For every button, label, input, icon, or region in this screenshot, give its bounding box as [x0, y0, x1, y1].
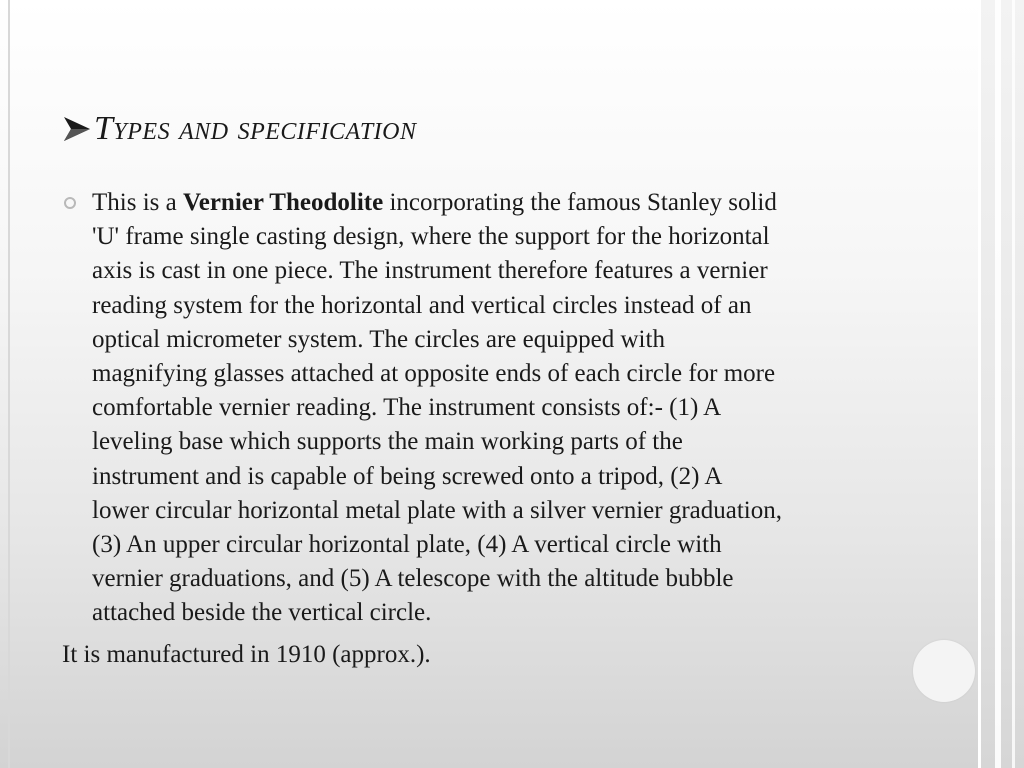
right-decor-band: [978, 0, 1024, 768]
paragraph-line: instrument and is capable of being screwed onto a tripod, (2) A: [92, 462, 723, 490]
slide-title: [62, 104, 417, 154]
slide-title-text: Types and specification: [94, 110, 417, 147]
paragraph-line: optical micrometer system. The circles are equipped with: [92, 325, 665, 353]
paragraph-line: magnifying glasses attached at opposite ends of each circle for more: [92, 360, 776, 388]
closing-line: It is manufactured in 1910 (approx.).: [62, 641, 431, 668]
description-paragraph: [92, 186, 892, 631]
paragraph-line: lower circular horizontal metal plate with a silver vernier graduation,: [92, 496, 783, 524]
paragraph-text: This is a: [92, 189, 183, 216]
instrument-name: Vernier Theodolite: [182, 189, 384, 216]
paragraph-line: reading system for the horizontal and vertical circles instead of an: [92, 291, 752, 319]
paragraph-line: vernier graduations, and (5) A telescope with the altitude bubble: [92, 565, 734, 593]
paragraph-line: axis is cast in one piece. The instrument therefore features a vernier: [92, 257, 768, 285]
paragraph-line: leveling base which supports the main working parts of the: [92, 428, 683, 456]
paragraph-line: attached beside the vertical circle.: [92, 599, 432, 627]
paragraph-text: incorporating the famous Stanley solid: [383, 189, 777, 216]
right-decor-line: [995, 0, 1001, 768]
decorative-circle: [913, 640, 975, 702]
paragraph-line: 'U' frame single casting design, where the support for the horizontal: [92, 223, 770, 251]
left-edge-rule: [8, 0, 10, 768]
right-decor-line: [978, 0, 981, 768]
ring-bullet-icon: [64, 197, 76, 209]
paragraph-line: [92, 186, 892, 220]
arrow-bullet-icon: [62, 114, 92, 144]
right-decor-line: [1012, 0, 1015, 768]
paragraph-line: comfortable vernier reading. The instrument consists of:- (1) A: [92, 394, 722, 422]
paragraph-line: (3) An upper circular horizontal plate, (4) A vertical circle with: [92, 531, 722, 559]
